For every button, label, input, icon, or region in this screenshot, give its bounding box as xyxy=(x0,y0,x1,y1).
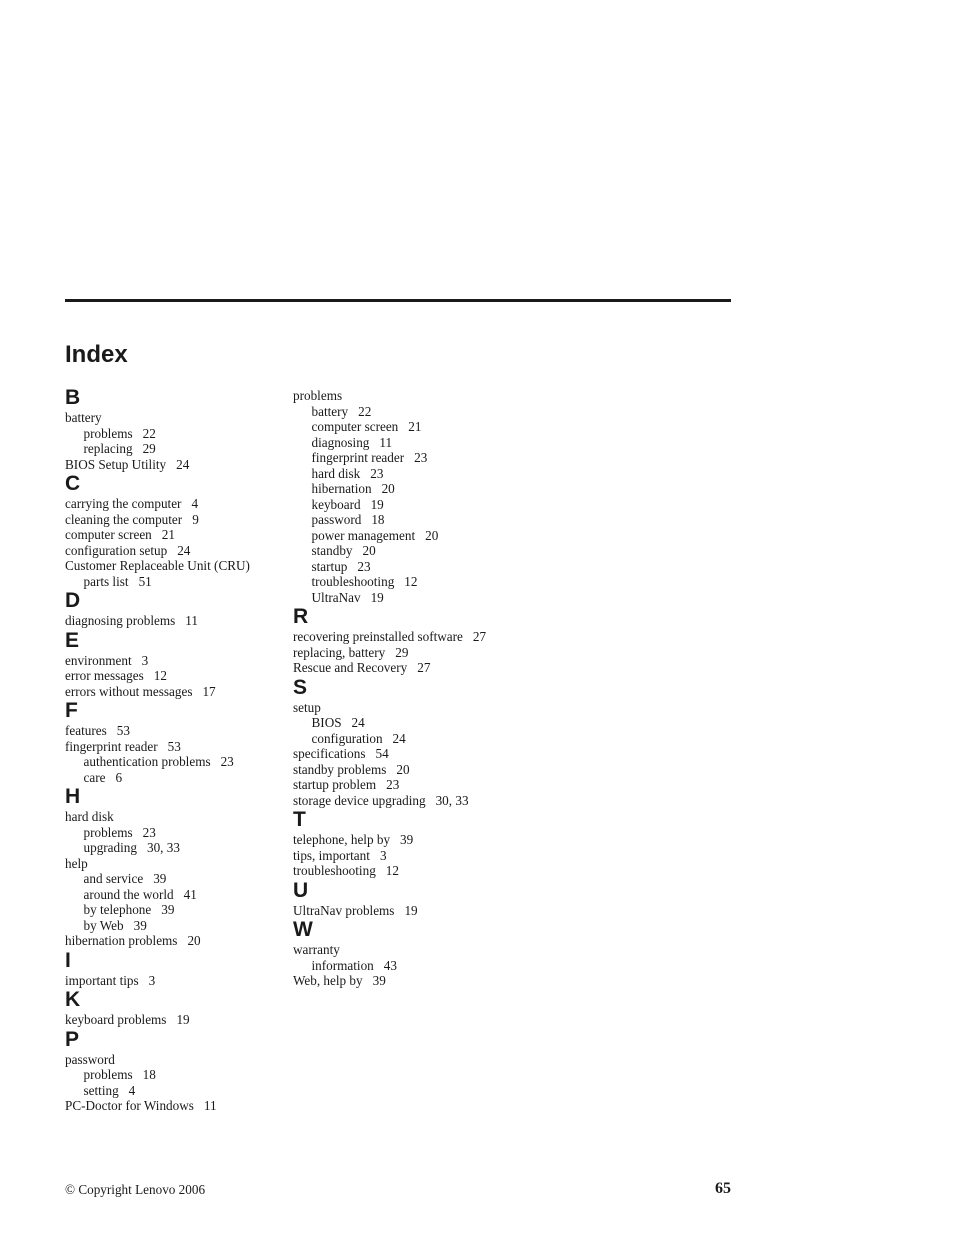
index-entry xyxy=(293,746,553,762)
entry-term: recovering preinstalled software xyxy=(293,629,463,644)
index-subentry xyxy=(293,574,553,590)
entry-term: troubleshooting xyxy=(311,574,395,589)
entry-term: UltraNav problems xyxy=(293,902,395,918)
section-letter: U xyxy=(293,878,309,902)
entry-page-ref: 29 xyxy=(142,441,156,456)
index-section xyxy=(65,386,280,472)
entry-page-ref: 39 xyxy=(400,832,414,847)
entry-page-ref: 23 xyxy=(142,824,156,840)
entry-term: error messages xyxy=(65,668,144,683)
entry-page-ref: 18 xyxy=(371,512,385,527)
entry-page-ref: 22 xyxy=(358,403,372,419)
entry-term: carrying the computer xyxy=(65,496,182,511)
index-subentry xyxy=(65,918,280,934)
entry-page-ref: 12 xyxy=(385,863,399,878)
index-entry xyxy=(65,856,280,872)
entry-page-ref: 3 xyxy=(379,847,387,863)
entry-page-ref: 53 xyxy=(167,738,181,754)
entry-page-ref: 18 xyxy=(142,1067,156,1082)
entry-page-ref: 23 xyxy=(414,450,428,465)
index-entry xyxy=(65,613,280,629)
index-subentry xyxy=(293,512,553,528)
entry-page-ref: 20 xyxy=(396,761,410,777)
entry-page-ref: 41 xyxy=(183,886,197,902)
index-subentry xyxy=(65,887,280,903)
index-entry xyxy=(293,848,553,864)
entry-term: around the world xyxy=(83,886,174,902)
index-section xyxy=(65,785,280,949)
entry-page-ref: 23 xyxy=(386,777,400,792)
index-entry xyxy=(65,1052,280,1068)
index-subentry xyxy=(65,1067,280,1083)
entry-page-ref: 23 xyxy=(220,754,234,769)
entry-term: Web, help by xyxy=(293,973,363,988)
entry-page-ref: 27 xyxy=(417,660,431,675)
entry-page-ref: 27 xyxy=(472,629,487,644)
index-entry xyxy=(293,645,553,661)
entry-page-ref: 24 xyxy=(177,542,191,558)
entry-page-ref: 22 xyxy=(142,425,156,441)
entry-page-ref: 30, 33 xyxy=(146,840,180,855)
index-subentry xyxy=(293,435,553,451)
section-letter: I xyxy=(65,948,71,972)
entry-term: help xyxy=(65,855,88,871)
index-section xyxy=(65,589,280,629)
entry-term: authentication problems xyxy=(83,754,211,769)
entry-term: diagnosing problems xyxy=(65,613,176,628)
section-letter: F xyxy=(65,699,78,722)
index-entry xyxy=(65,1012,280,1028)
entry-term: keyboard problems xyxy=(65,1012,167,1027)
index-entry xyxy=(293,863,553,879)
entry-page-ref: 21 xyxy=(161,527,175,542)
entry-page-ref: 39 xyxy=(161,902,175,917)
index-subentry xyxy=(293,715,553,731)
index-section xyxy=(65,472,280,589)
index-entry xyxy=(65,512,280,528)
entry-term: fingerprint reader xyxy=(65,738,158,754)
index-subentry xyxy=(293,481,553,497)
entry-term: standby xyxy=(311,543,353,558)
index-entry xyxy=(65,668,280,684)
section-letter: S xyxy=(293,675,308,699)
index-section xyxy=(65,699,280,785)
entry-page-ref: 3 xyxy=(148,972,156,988)
index-entry xyxy=(293,777,553,793)
entry-term: BIOS Setup Utility xyxy=(65,456,167,472)
entry-page-ref: 39 xyxy=(372,973,386,988)
entry-term: power management xyxy=(311,527,416,543)
section-letter: P xyxy=(65,1027,80,1051)
index-subentry xyxy=(65,840,280,856)
index-entry xyxy=(293,629,553,645)
index-entry xyxy=(293,660,553,676)
entry-term: tips, important xyxy=(293,847,370,863)
entry-page-ref: 6 xyxy=(115,769,123,785)
index-entry xyxy=(65,527,280,543)
index-subentry xyxy=(65,426,280,442)
entry-page-ref: 3 xyxy=(141,652,149,668)
entry-term: PC-Doctor for Windows xyxy=(65,1098,194,1113)
index-subentry xyxy=(293,559,553,575)
index-subentry xyxy=(293,497,553,513)
index-entry xyxy=(65,1098,280,1114)
index-subentry xyxy=(293,450,553,466)
index-section xyxy=(65,988,280,1028)
entry-term: errors without messages xyxy=(65,683,193,699)
entry-term: problems xyxy=(293,388,343,403)
entry-term: by telephone xyxy=(83,902,152,917)
copyright-notice: © Copyright Lenovo 2006 xyxy=(65,1182,206,1197)
index-entry xyxy=(65,723,280,739)
entry-page-ref: 30, 33 xyxy=(435,792,469,808)
index-entry xyxy=(293,388,553,404)
section-letter: W xyxy=(293,918,313,941)
entry-page-ref: 20 xyxy=(381,481,395,496)
index-entry xyxy=(65,973,280,989)
section-letter: H xyxy=(65,785,81,808)
index-entry xyxy=(293,762,553,778)
index-subentry xyxy=(293,419,553,435)
entry-page-ref: 4 xyxy=(128,1082,136,1098)
entry-term: replacing, battery xyxy=(293,644,386,660)
entry-page-ref: 11 xyxy=(185,613,198,628)
entry-page-ref: 24 xyxy=(351,715,365,730)
entry-term: problems xyxy=(83,1067,133,1082)
entry-term: password xyxy=(311,512,362,527)
index-subentry xyxy=(65,441,280,457)
section-letter: T xyxy=(293,808,306,831)
entry-page-ref: 19 xyxy=(176,1012,190,1027)
entry-term: troubleshooting xyxy=(293,863,376,878)
index-entry xyxy=(293,942,553,958)
entry-page-ref: 43 xyxy=(383,957,397,973)
entry-term: hard disk xyxy=(311,465,361,481)
index-subentry xyxy=(293,466,553,482)
index-subentry xyxy=(65,871,280,887)
entry-term: configuration setup xyxy=(65,542,168,558)
index-subentry xyxy=(65,770,280,786)
index-entry xyxy=(65,558,280,574)
entry-term: environment xyxy=(65,652,132,668)
entry-term: setting xyxy=(83,1082,119,1098)
index-subentry xyxy=(293,404,553,420)
entry-term: hibernation problems xyxy=(65,933,178,948)
entry-page-ref: 29 xyxy=(395,644,409,660)
entry-term: parts list xyxy=(83,573,129,589)
entry-term: battery xyxy=(65,410,102,425)
entry-page-ref: 24 xyxy=(392,730,406,746)
index-entry xyxy=(293,832,553,848)
entry-page-ref: 54 xyxy=(375,746,389,761)
index-entry xyxy=(293,903,553,919)
index-subentry xyxy=(65,825,280,841)
entry-term: upgrading xyxy=(83,840,137,855)
title-rule xyxy=(65,299,731,302)
entry-term: computer screen xyxy=(311,419,399,434)
entry-page-ref: 23 xyxy=(357,558,371,574)
index-entry xyxy=(65,496,280,512)
index-entry xyxy=(293,973,553,989)
entry-term: hibernation xyxy=(311,481,372,496)
entry-term: diagnosing xyxy=(311,434,370,450)
section-letter: B xyxy=(65,386,81,409)
index-entry xyxy=(65,457,280,473)
entry-term: problems xyxy=(83,824,133,840)
entry-term: Rescue and Recovery xyxy=(293,660,408,675)
entry-page-ref: 12 xyxy=(404,574,418,589)
entry-term: by Web xyxy=(83,917,124,933)
index-subentry xyxy=(293,590,553,606)
entry-term: storage device upgrading xyxy=(293,792,426,808)
entry-term: telephone, help by xyxy=(293,832,391,847)
page-title: Index xyxy=(65,341,128,368)
index-entry xyxy=(65,543,280,559)
entry-page-ref: 39 xyxy=(153,871,167,886)
entry-page-ref: 24 xyxy=(176,456,190,472)
entry-page-ref: 20 xyxy=(362,543,376,558)
entry-page-ref: 17 xyxy=(202,683,216,699)
entry-page-ref: 21 xyxy=(408,419,422,434)
index-section xyxy=(293,918,553,989)
entry-term: cleaning the computer xyxy=(65,511,183,527)
entry-page-ref: 19 xyxy=(404,902,418,918)
page-number: 65 xyxy=(715,1180,731,1197)
entry-term: password xyxy=(65,1051,115,1067)
entry-term: startup problem xyxy=(293,777,377,792)
index-entry xyxy=(65,933,280,949)
index-column-right xyxy=(293,386,553,989)
index-subentry xyxy=(65,1083,280,1099)
index-section xyxy=(65,629,280,700)
entry-term: configuration xyxy=(311,730,383,746)
entry-term: specifications xyxy=(293,746,366,761)
entry-page-ref: 12 xyxy=(153,668,167,683)
entry-page-ref: 23 xyxy=(370,465,384,481)
entry-term: replacing xyxy=(83,441,133,456)
entry-term: startup xyxy=(311,558,348,574)
index-subentry xyxy=(293,543,553,559)
index-subentry xyxy=(293,958,553,974)
entry-term: computer screen xyxy=(65,527,152,542)
entry-term: fingerprint reader xyxy=(311,450,405,465)
entry-term: battery xyxy=(311,403,349,419)
section-letter: E xyxy=(65,628,80,652)
entry-term: important tips xyxy=(65,972,139,988)
index-entry xyxy=(65,410,280,426)
entry-term: setup xyxy=(293,699,321,715)
entry-page-ref: 39 xyxy=(133,917,147,933)
entry-page-ref: 20 xyxy=(425,527,439,543)
index-subentry xyxy=(293,731,553,747)
entry-page-ref: 19 xyxy=(370,589,384,605)
index-section xyxy=(293,605,553,676)
entry-term: Customer Replaceable Unit (CRU) xyxy=(65,558,250,573)
section-letter: C xyxy=(65,472,81,495)
index-column-left xyxy=(65,386,280,1114)
section-letter: R xyxy=(293,605,309,628)
index-section xyxy=(65,1028,280,1114)
entry-term: hard disk xyxy=(65,809,114,824)
entry-term: UltraNav xyxy=(311,589,361,605)
entry-term: keyboard xyxy=(311,496,361,512)
index-entry xyxy=(65,653,280,669)
entry-term: warranty xyxy=(293,942,340,957)
index-section xyxy=(293,386,553,605)
entry-term: standby problems xyxy=(293,761,387,777)
section-letter: K xyxy=(65,988,81,1011)
entry-page-ref: 19 xyxy=(370,496,384,512)
section-letter: D xyxy=(65,589,81,612)
index-entry xyxy=(65,809,280,825)
entry-term: and service xyxy=(83,871,144,886)
entry-page-ref: 11 xyxy=(379,434,393,450)
entry-page-ref: 51 xyxy=(138,573,152,589)
index-subentry xyxy=(65,754,280,770)
entry-page-ref: 9 xyxy=(192,511,199,527)
index-subentry xyxy=(65,574,280,590)
index-entry xyxy=(293,700,553,716)
index-entry xyxy=(65,684,280,700)
entry-term: information xyxy=(311,957,374,973)
index-section xyxy=(65,949,280,989)
entry-term: BIOS xyxy=(311,715,342,730)
index-section xyxy=(293,808,553,879)
entry-page-ref: 11 xyxy=(203,1098,217,1113)
index-entry xyxy=(293,793,553,809)
index-section xyxy=(293,676,553,809)
index-subentry xyxy=(65,902,280,918)
index-subentry xyxy=(293,528,553,544)
entry-page-ref: 20 xyxy=(187,933,201,948)
entry-term: problems xyxy=(83,425,133,441)
entry-term: care xyxy=(83,769,106,785)
entry-page-ref: 4 xyxy=(191,496,199,511)
entry-page-ref: 53 xyxy=(116,723,130,738)
index-entry xyxy=(65,739,280,755)
index-section xyxy=(293,879,553,919)
entry-term: features xyxy=(65,723,107,738)
